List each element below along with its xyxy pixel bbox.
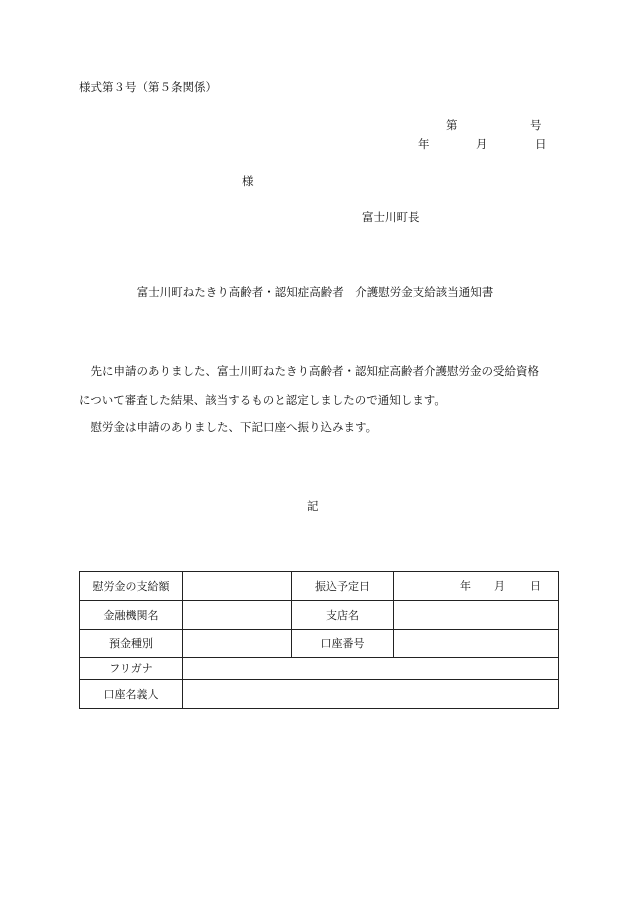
account-holder-value[interactable] (183, 680, 559, 709)
ki-mark: 記 (307, 499, 319, 513)
transfer-date-month: 月 (494, 579, 505, 593)
body-line-3: 慰労金は申請のありました、下記口座へ振り込みます。 (79, 420, 378, 434)
deposit-type-label: 預金種別 (80, 630, 183, 658)
body-line-2: について審査した結果、該当するものと認定しましたので通知します。 (79, 393, 446, 407)
form-number: 様式第３号（第５条関係） (79, 80, 217, 94)
bank-info-table (79, 571, 559, 709)
date-month: 月 (476, 137, 488, 151)
table-row (80, 658, 559, 680)
body-line-1: 先に申請のありました、富士川町ねたきり高齢者・認知症高齢者介護慰労金の受給資格 (79, 364, 539, 378)
document-title: 富士川町ねたきり高齢者・認知症高齢者 介護慰労金支給該当通知書 (136, 285, 494, 299)
transfer-date-day: 日 (530, 579, 541, 593)
account-number-label: 口座番号 (292, 630, 394, 658)
table-row (80, 680, 559, 709)
doc-number-suffix: 号 (530, 118, 542, 132)
transfer-date-value[interactable] (394, 572, 559, 601)
deposit-type-value[interactable] (183, 630, 292, 658)
amount-value[interactable] (183, 572, 292, 601)
branch-label: 支店名 (292, 601, 394, 630)
table-row (80, 572, 559, 601)
table-row (80, 630, 559, 658)
amount-label: 慰労金の支給額 (80, 572, 183, 601)
furigana-label: フリガナ (80, 658, 183, 680)
date-year: 年 (418, 137, 430, 151)
account-holder-label: 口座名義人 (80, 680, 183, 709)
table-row (80, 601, 559, 630)
issuer: 富士川町長 (362, 210, 420, 224)
account-number-value[interactable] (394, 630, 559, 658)
bank-value[interactable] (183, 601, 292, 630)
date-day: 日 (535, 137, 547, 151)
branch-value[interactable] (394, 601, 559, 630)
transfer-date-label: 振込予定日 (292, 572, 394, 601)
bank-label: 金融機関名 (80, 601, 183, 630)
transfer-date-year: 年 (460, 579, 471, 593)
furigana-value[interactable] (183, 658, 559, 680)
addressee-suffix: 様 (242, 174, 254, 188)
doc-number-prefix: 第 (446, 118, 458, 132)
